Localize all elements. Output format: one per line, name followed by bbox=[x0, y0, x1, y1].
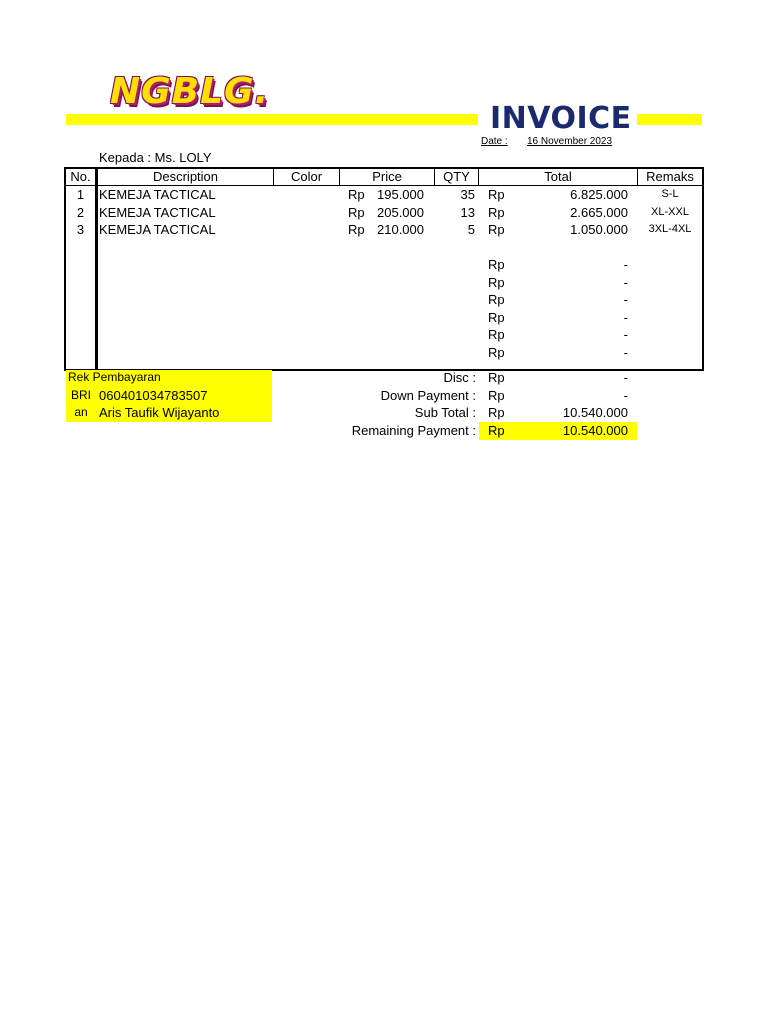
no-column-divider bbox=[95, 169, 98, 369]
subtotal-currency: Rp bbox=[488, 405, 505, 420]
item-description: KEMEJA TACTICAL bbox=[99, 187, 216, 202]
item-qty: 35 bbox=[460, 187, 475, 202]
item-total-currency: Rp bbox=[488, 222, 505, 237]
down-payment-value: - bbox=[623, 388, 628, 403]
item-price: 195.000 bbox=[377, 187, 424, 202]
item-price: 205.000 bbox=[377, 205, 424, 220]
invoice-title: INVOICE bbox=[490, 101, 632, 136]
header-price: Price bbox=[372, 169, 402, 184]
subtotal-value: 10.540.000 bbox=[562, 405, 628, 420]
item-remarks: 3XL-4XL bbox=[648, 223, 692, 235]
item-no: 1 bbox=[76, 187, 85, 202]
item-description: KEMEJA TACTICAL bbox=[99, 222, 216, 237]
down-payment-currency: Rp bbox=[488, 388, 505, 403]
brand-logo: NGBLG. bbox=[110, 71, 270, 112]
item-price-currency: Rp bbox=[348, 205, 365, 220]
item-total: 6.825.000 bbox=[570, 187, 628, 202]
header-total: Total bbox=[544, 169, 572, 184]
empty-row-total: - bbox=[623, 345, 628, 360]
remaining-value: 10.540.000 bbox=[562, 423, 628, 438]
an-label: an bbox=[74, 405, 88, 419]
empty-row-currency: Rp bbox=[488, 327, 505, 342]
empty-row-currency: Rp bbox=[488, 292, 505, 307]
item-price-currency: Rp bbox=[348, 187, 365, 202]
header-description: Description bbox=[152, 169, 219, 184]
header-bar-right bbox=[637, 114, 702, 125]
item-price: 210.000 bbox=[377, 222, 424, 237]
header-remarks: Remaks bbox=[646, 169, 694, 184]
bank-name: BRI bbox=[70, 388, 91, 402]
item-total-currency: Rp bbox=[488, 187, 505, 202]
empty-row-total: - bbox=[623, 327, 628, 342]
remaining-currency: Rp bbox=[488, 423, 505, 438]
header-qty: QTY bbox=[443, 169, 470, 184]
item-description: KEMEJA TACTICAL bbox=[99, 205, 216, 220]
item-qty: 5 bbox=[467, 222, 475, 237]
disc-currency: Rp bbox=[488, 370, 505, 385]
item-qty: 13 bbox=[460, 205, 475, 220]
empty-row-currency: Rp bbox=[488, 310, 505, 325]
empty-row-total: - bbox=[623, 292, 628, 307]
item-no: 2 bbox=[76, 205, 85, 220]
empty-row-currency: Rp bbox=[488, 345, 505, 360]
item-remarks: S-L bbox=[661, 188, 679, 200]
item-total-currency: Rp bbox=[488, 205, 505, 220]
recipient: Kepada : Ms. LOLY bbox=[99, 150, 212, 165]
payment-label: Rek Pembayaran bbox=[68, 370, 161, 384]
empty-row-currency: Rp bbox=[488, 275, 505, 290]
empty-row-total: - bbox=[623, 275, 628, 290]
header-bar-left bbox=[66, 114, 478, 125]
disc-label: Disc : bbox=[443, 370, 476, 385]
empty-row-total: - bbox=[623, 310, 628, 325]
disc-value: - bbox=[623, 370, 628, 385]
remaining-label: Remaining Payment : bbox=[351, 423, 476, 438]
item-no: 3 bbox=[76, 222, 85, 237]
date-value: 16 November 2023 bbox=[527, 136, 613, 147]
account-name: Aris Taufik Wijayanto bbox=[99, 405, 220, 420]
item-total: 1.050.000 bbox=[570, 222, 628, 237]
down-payment-label: Down Payment : bbox=[380, 388, 476, 403]
item-price-currency: Rp bbox=[348, 222, 365, 237]
empty-row-total: - bbox=[623, 257, 628, 272]
item-total: 2.665.000 bbox=[570, 205, 628, 220]
empty-row-currency: Rp bbox=[488, 257, 505, 272]
date-label: Date : bbox=[481, 136, 508, 147]
item-remarks: XL-XXL bbox=[651, 206, 689, 218]
subtotal-label: Sub Total : bbox=[414, 405, 476, 420]
header-color: Color bbox=[290, 169, 323, 184]
account-number: 060401034783507 bbox=[99, 388, 208, 403]
header-no: No. bbox=[70, 169, 91, 184]
